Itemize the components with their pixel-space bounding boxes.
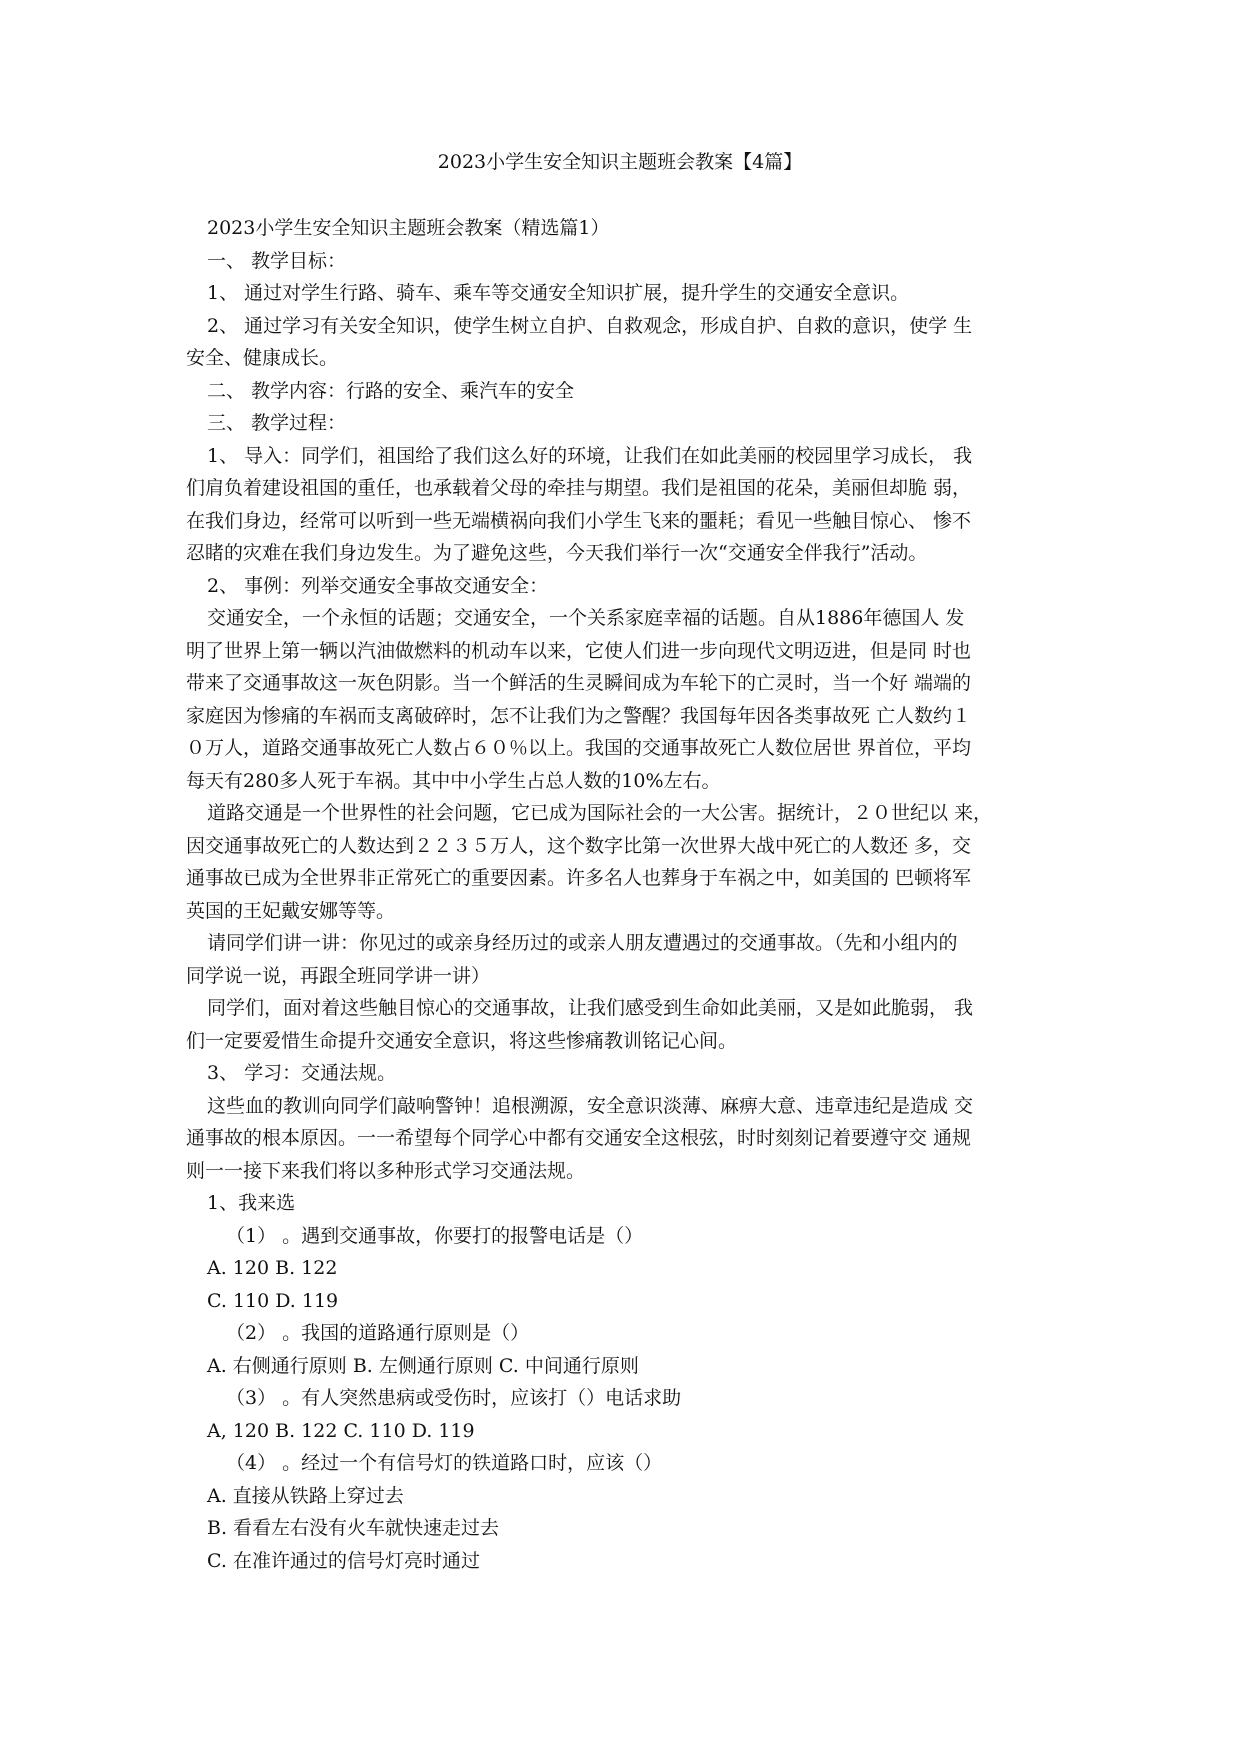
text-line: 2023小学生安全知识主题班会教案（精选篇1） xyxy=(207,217,610,239)
text-line: 3、 学习：交通法规。 xyxy=(207,1062,397,1084)
text-line: （2） 。我国的道路通行原则是（） xyxy=(226,1322,530,1344)
text-line: 则一一接下来我们将以多种形式学习交通法规。 xyxy=(186,1159,586,1182)
text-line: 二、 教学内容：行路的安全、乘汽车的安全 xyxy=(207,379,575,402)
text-line: A. 120 B. 122 xyxy=(207,1257,338,1279)
text-line: 通事故已成为全世界非正常死亡的重要因素。许多名人也葬身于车祸之中，如美国的 巴顿将军 xyxy=(186,867,972,889)
text-line: 1、我来选 xyxy=(207,1192,296,1214)
text-line: 同学们，面对着这些触目惊心的交通事故，让我们感受到生命如此美丽，又是如此脆弱， 我 xyxy=(207,997,974,1019)
text-line: ０万人，道路交通事故死亡人数占６０％以上。我国的交通事故死亡人数位居世 界首位，平均 xyxy=(186,737,972,759)
text-line: B. 看看左右没有火车就快速走过去 xyxy=(207,1517,500,1539)
text-line: 每天有280多人死于车祸。其中中小学生占总人数的10%左右。 xyxy=(186,769,721,792)
text-line: 英国的王妃戴安娜等等。 xyxy=(186,899,396,922)
text-line: 带来了交通事故这一灰色阴影。当一个鲜活的生灵瞬间成为车轮下的亡灵时，当一个好 端端的 xyxy=(186,672,972,694)
text-line: 一、 教学目标： xyxy=(207,249,347,272)
document-body xyxy=(186,212,1066,1577)
text-line: 请同学们讲一讲：你见过的或亲身经历过的或亲人朋友遭遇过的交通事故。（先和小组内的 xyxy=(207,932,958,954)
text-line: 三、 教学过程： xyxy=(207,412,347,434)
text-line: 忍睹的灾难在我们身边发生。为了避免这些，今天我们举行一次“交通安全伴我行”活动。 xyxy=(186,542,928,564)
text-line: 2、 通过学习有关安全知识，使学生树立自护、自救观念，形成自护、自救的意识，使学 生 xyxy=(207,314,973,337)
text-line: C. 110 D. 119 xyxy=(207,1289,339,1312)
text-line: C. 在准许通过的信号灯亮时通过 xyxy=(207,1549,480,1572)
text-line: 同学说一说，再跟全班同学讲一讲） xyxy=(186,964,491,987)
text-line: 安全、健康成长。 xyxy=(186,347,339,369)
text-line: 家庭因为惨痛的车祸而支离破碎时，怎不让我们为之警醒？我国每年因各类事故死 亡人数约１ xyxy=(186,704,972,727)
text-line: 2、 事例：列举交通安全事故交通安全： xyxy=(207,574,549,597)
text-line: 因交通事故死亡的人数达到２２３５万人，这个数字比第一次世界大战中死亡的人数还 多，交 xyxy=(186,834,972,857)
text-line: （4） 。经过一个有信号灯的铁道路口时，应该（） xyxy=(226,1452,663,1474)
text-line: 通事故的根本原因。一一希望每个同学心中都有交通安全这根弦，时时刻刻记着要遵守交 通规 xyxy=(186,1127,972,1149)
text-line: 交通安全，一个永恒的话题；交通安全，一个关系家庭幸福的话题。自从1886年德国人 发 xyxy=(207,607,965,629)
text-line: 在我们身边，经常可以听到一些无端横祸向我们小学生飞来的噩耗；看见一些触目惊心、 惨不 xyxy=(186,509,972,532)
text-line: （1） 。遇到交通事故，你要打的报警电话是（） xyxy=(226,1224,644,1247)
text-line: A. 右侧通行原则 B. 左侧通行原则 C. 中间通行原则 xyxy=(207,1354,639,1377)
document-title: 2023小学生安全知识主题班会教案【4篇】 xyxy=(437,151,803,173)
text-line: 这些血的教训向同学们敲响警钟！追根溯源，安全意识淡薄、麻痹大意、违章违纪是造成 交 xyxy=(207,1094,974,1117)
text-line: 明了世界上第一辆以汽油做燃料的机动车以来，它使人们进一步向现代文明迈进，但是同 时也 xyxy=(186,639,972,662)
text-line: 们一定要爱惜生命提升交通安全意识，将这些惨痛教训铭记心间。 xyxy=(186,1029,738,1052)
text-line: （3） 。有人突然患病或受伤时，应该打（）电话求助 xyxy=(226,1387,682,1409)
text-line: A. 直接从铁路上穿过去 xyxy=(207,1484,404,1507)
text-line: 道路交通是一个世界性的社会问题，它已成为国际社会的一大公害。据统计，２０世纪以 来， xyxy=(207,802,993,824)
text-line: A, 120 B. 122 C. 110 D. 119 xyxy=(207,1419,475,1442)
text-line: 们肩负着建设祖国的重任，也承载着父母的牵挂与期望。我们是祖国的花朵，美丽但却脆 弱， xyxy=(186,477,972,499)
text-line: 1、 导入：同学们，祖国给了我们这么好的环境，让我们在如此美丽的校园里学习成长， 我 xyxy=(207,444,973,467)
text-line: 1、 通过对学生行路、骑车、乘车等交通安全知识扩展，提升学生的交通安全意识。 xyxy=(207,282,910,304)
